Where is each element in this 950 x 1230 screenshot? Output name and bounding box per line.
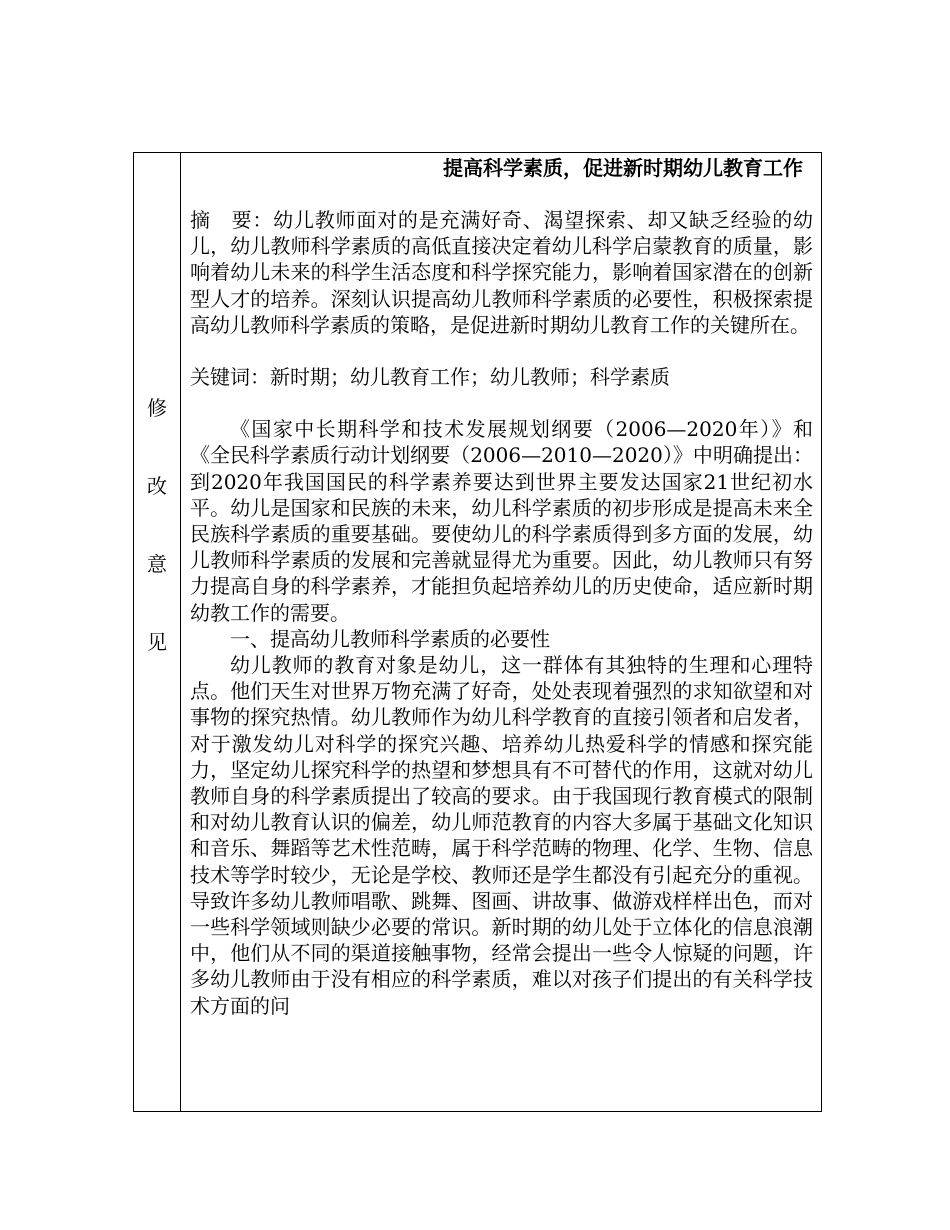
label-char-4: 见	[147, 630, 167, 654]
abstract: 摘 要：幼儿教师面对的是充满好奇、渴望探索、却又缺乏经验的幼儿，幼儿教师科学素质的高低直接决定着幼儿科学启蒙教育的质量，影响着幼儿未来的科学生活态度和科学探究能力，影响着国家潜在的创新型人才的培养。深刻认识提高幼儿教师科学素质的必要性，积极探索提高幼儿教师科学素质的策略，是促进新时期幼儿教育工作的关键所在。	[190, 208, 813, 337]
label-char-1: 修	[147, 396, 167, 420]
revision-label-cell	[134, 153, 181, 1112]
label-char-2: 改	[147, 474, 167, 498]
document-title: 提高科学素质，促进新时期幼儿教育工作	[443, 156, 803, 180]
label-char-3: 意	[147, 552, 167, 576]
revision-label	[134, 395, 180, 707]
section-heading: 一、提高幼儿教师科学素质的必要性	[230, 626, 550, 651]
document-body	[181, 153, 821, 1111]
paragraph-intro: 《国家中长期科学和技术发展规划纲要（2006—2020年）》和《全民科学素质行动计划纲要（2006—2010—2020）》中明确提出：到2020年我国国民的科学素养要达到世界主要发达国家21世纪初水平。幼儿是国家和民族的未来，幼儿科学素质的初步形成是提高未来全民族科学素质的重要基础。要使幼儿的科学素质得到多方面的发展，幼儿教师科学素质的发展和完善就显得尤为重要。因此，幼儿教师只有努力提高自身的科学素养，才能担负起培养幼儿的历史使命，适应新时期幼教工作的需要。	[190, 417, 813, 625]
content-cell	[181, 153, 822, 1112]
paragraph-body: 幼儿教师的教育对象是幼儿，这一群体有其独特的生理和心理特点。他们天生对世界万物充满了好奇，处处表现着强烈的求知欲望和对事物的探究热情。幼儿教师作为幼儿科学教育的直接引领者和启发者，对于激发幼儿对科学的探究兴趣、培养幼儿热爱科学的情感和探究能力，坚定幼儿探究科学的热望和梦想具有不可替代的作用，这就对幼儿教师自身的科学素质提出了较高的要求。由于我国现行教育模式的限制和对幼儿教育认识的偏差，幼儿师范教育的内容大多属于基础文化知识和音乐、舞蹈等艺术性范畴，属于科学范畴的物理、化学、生物、信息技术等学时较少，无论是学校、教师还是学生都没有引起充分的重视。导致许多幼儿教师唱歌、跳舞、图画、讲故事、做游戏样样出色，而对一些科学领域则缺少必要的常识。新时期的幼儿处于立体化的信息浪潮中，他们从不同的渠道接触事物，经常会提出一些令人惊疑的问题，许多幼儿教师由于没有相应的科学素质，难以对孩子们提出的有关科学技术方面的问	[190, 653, 813, 1018]
keywords: 关键词：新时期；幼儿教育工作；幼儿教师；科学素质	[190, 365, 670, 390]
document-table	[133, 152, 822, 1112]
